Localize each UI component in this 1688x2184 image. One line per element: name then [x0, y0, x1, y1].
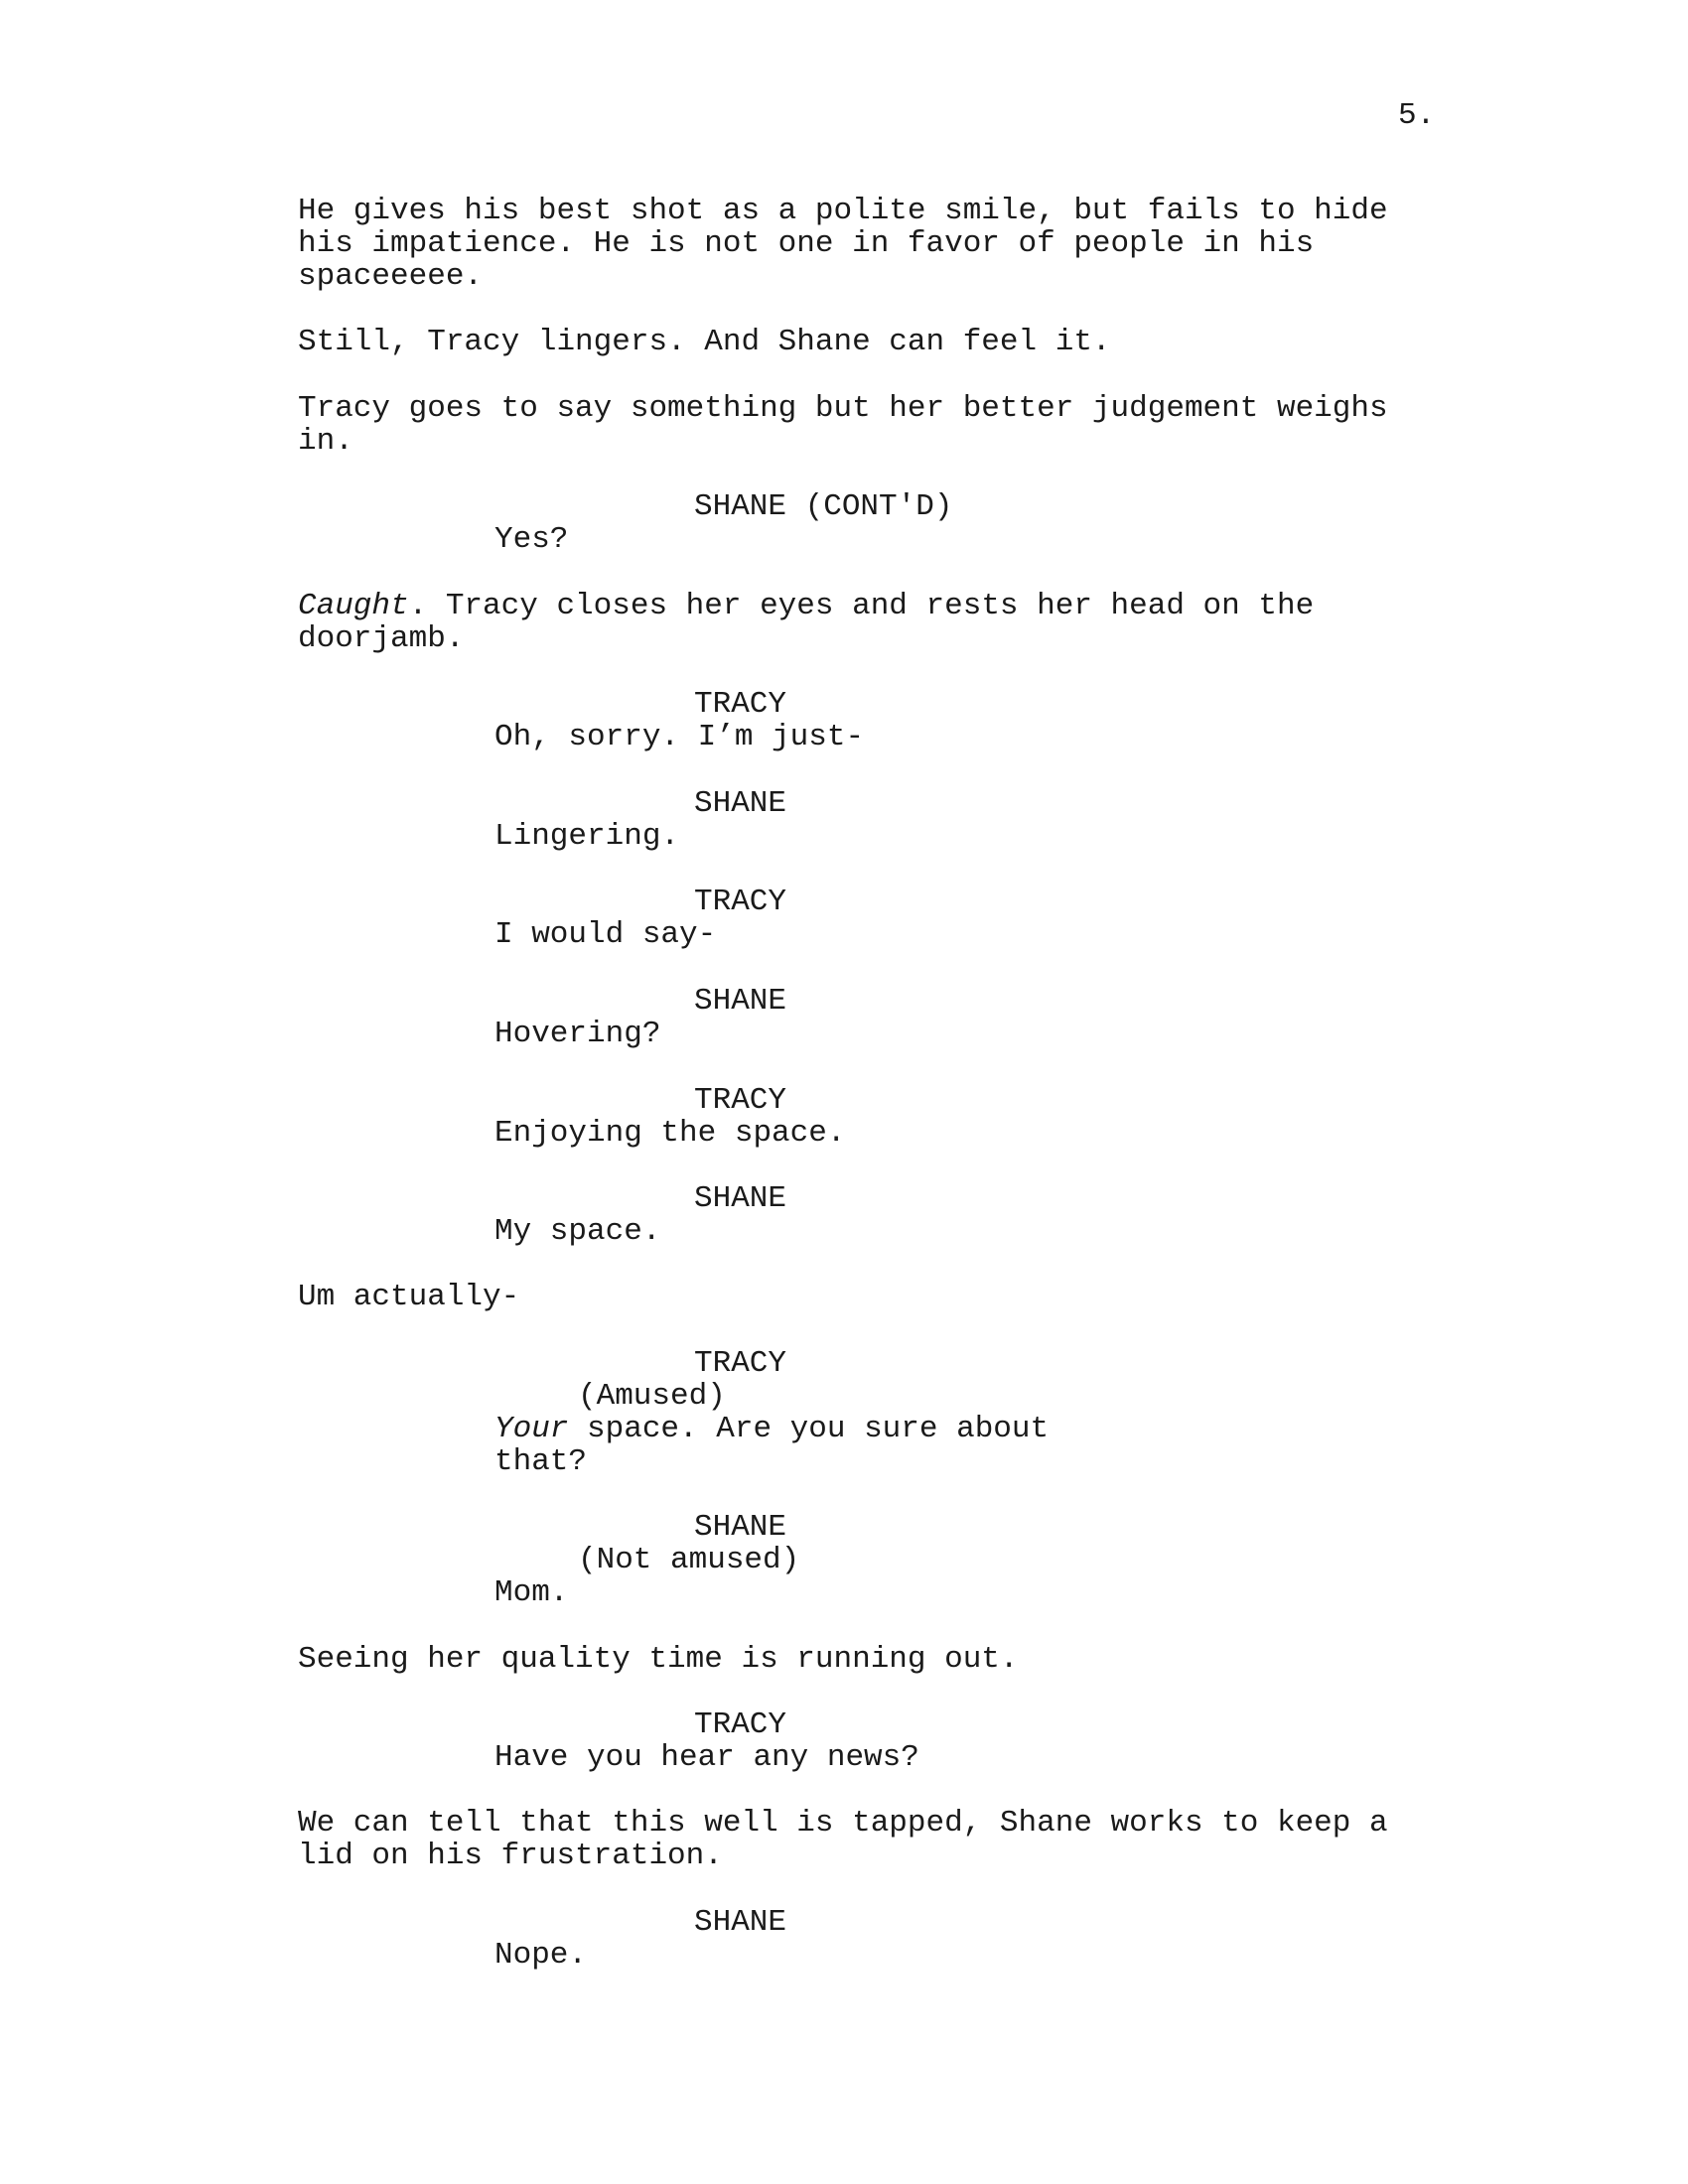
parenthetical: (Amused) — [578, 1379, 726, 1414]
character-cue: TRACY — [694, 1346, 787, 1381]
action-emphasis: Caught — [298, 589, 409, 623]
character-cue: TRACY — [694, 885, 787, 919]
action-line: Um actually- — [298, 1280, 520, 1314]
dialogue-line — [494, 1413, 1090, 1445]
action-line — [298, 590, 1440, 622]
dialogue-line: Have you hear any news? — [494, 1740, 919, 1775]
action-line: spaceeeee. — [298, 259, 484, 294]
dialogue-line: I would say- — [494, 917, 717, 952]
parenthetical: (Not amused) — [578, 1543, 800, 1577]
character-cue: SHANE — [694, 786, 787, 821]
action-line: Tracy goes to say something but her better judgement weighs — [298, 391, 1388, 426]
dialogue-line: Nope. — [494, 1938, 588, 1973]
dialogue-line: Yes? — [494, 522, 569, 557]
action-text: . Tracy closes her eyes and rests her head on the — [408, 589, 1315, 623]
action-line: in. — [298, 424, 353, 459]
dialogue-line: Oh, sorry. I’m just- — [494, 720, 865, 754]
dialogue-text: space. Are you sure about — [568, 1412, 1050, 1446]
action-line: Seeing her quality time is running out. — [298, 1642, 1019, 1677]
character-cue: SHANE — [694, 1181, 787, 1216]
character-cue: SHANE — [694, 984, 787, 1019]
action-line: Still, Tracy lingers. And Shane can feel it. — [298, 325, 1111, 359]
dialogue-emphasis: Your — [494, 1412, 569, 1446]
dialogue-line: that? — [494, 1444, 588, 1479]
action-line: his impatience. He is not one in favor of people in his — [298, 226, 1315, 261]
character-cue: TRACY — [694, 1083, 787, 1118]
dialogue-line: Mom. — [494, 1575, 569, 1610]
dialogue-line: Enjoying the space. — [494, 1116, 846, 1151]
character-cue: TRACY — [694, 687, 787, 722]
character-cue: SHANE — [694, 1510, 787, 1545]
action-line: doorjamb. — [298, 621, 465, 656]
character-cue: TRACY — [694, 1707, 787, 1742]
character-cue: SHANE — [694, 1905, 787, 1940]
dialogue-line: Lingering. — [494, 819, 680, 854]
page-number: 5. — [1398, 98, 1436, 133]
character-cue: SHANE (CONT'D) — [694, 489, 953, 524]
action-line: We can tell that this well is tapped, Shane works to keep a — [298, 1806, 1388, 1841]
action-line: He gives his best shot as a polite smile, but fails to hide — [298, 194, 1388, 228]
dialogue-line: My space. — [494, 1214, 661, 1249]
dialogue-line: Hovering? — [494, 1017, 661, 1051]
action-line: lid on his frustration. — [298, 1839, 723, 1873]
